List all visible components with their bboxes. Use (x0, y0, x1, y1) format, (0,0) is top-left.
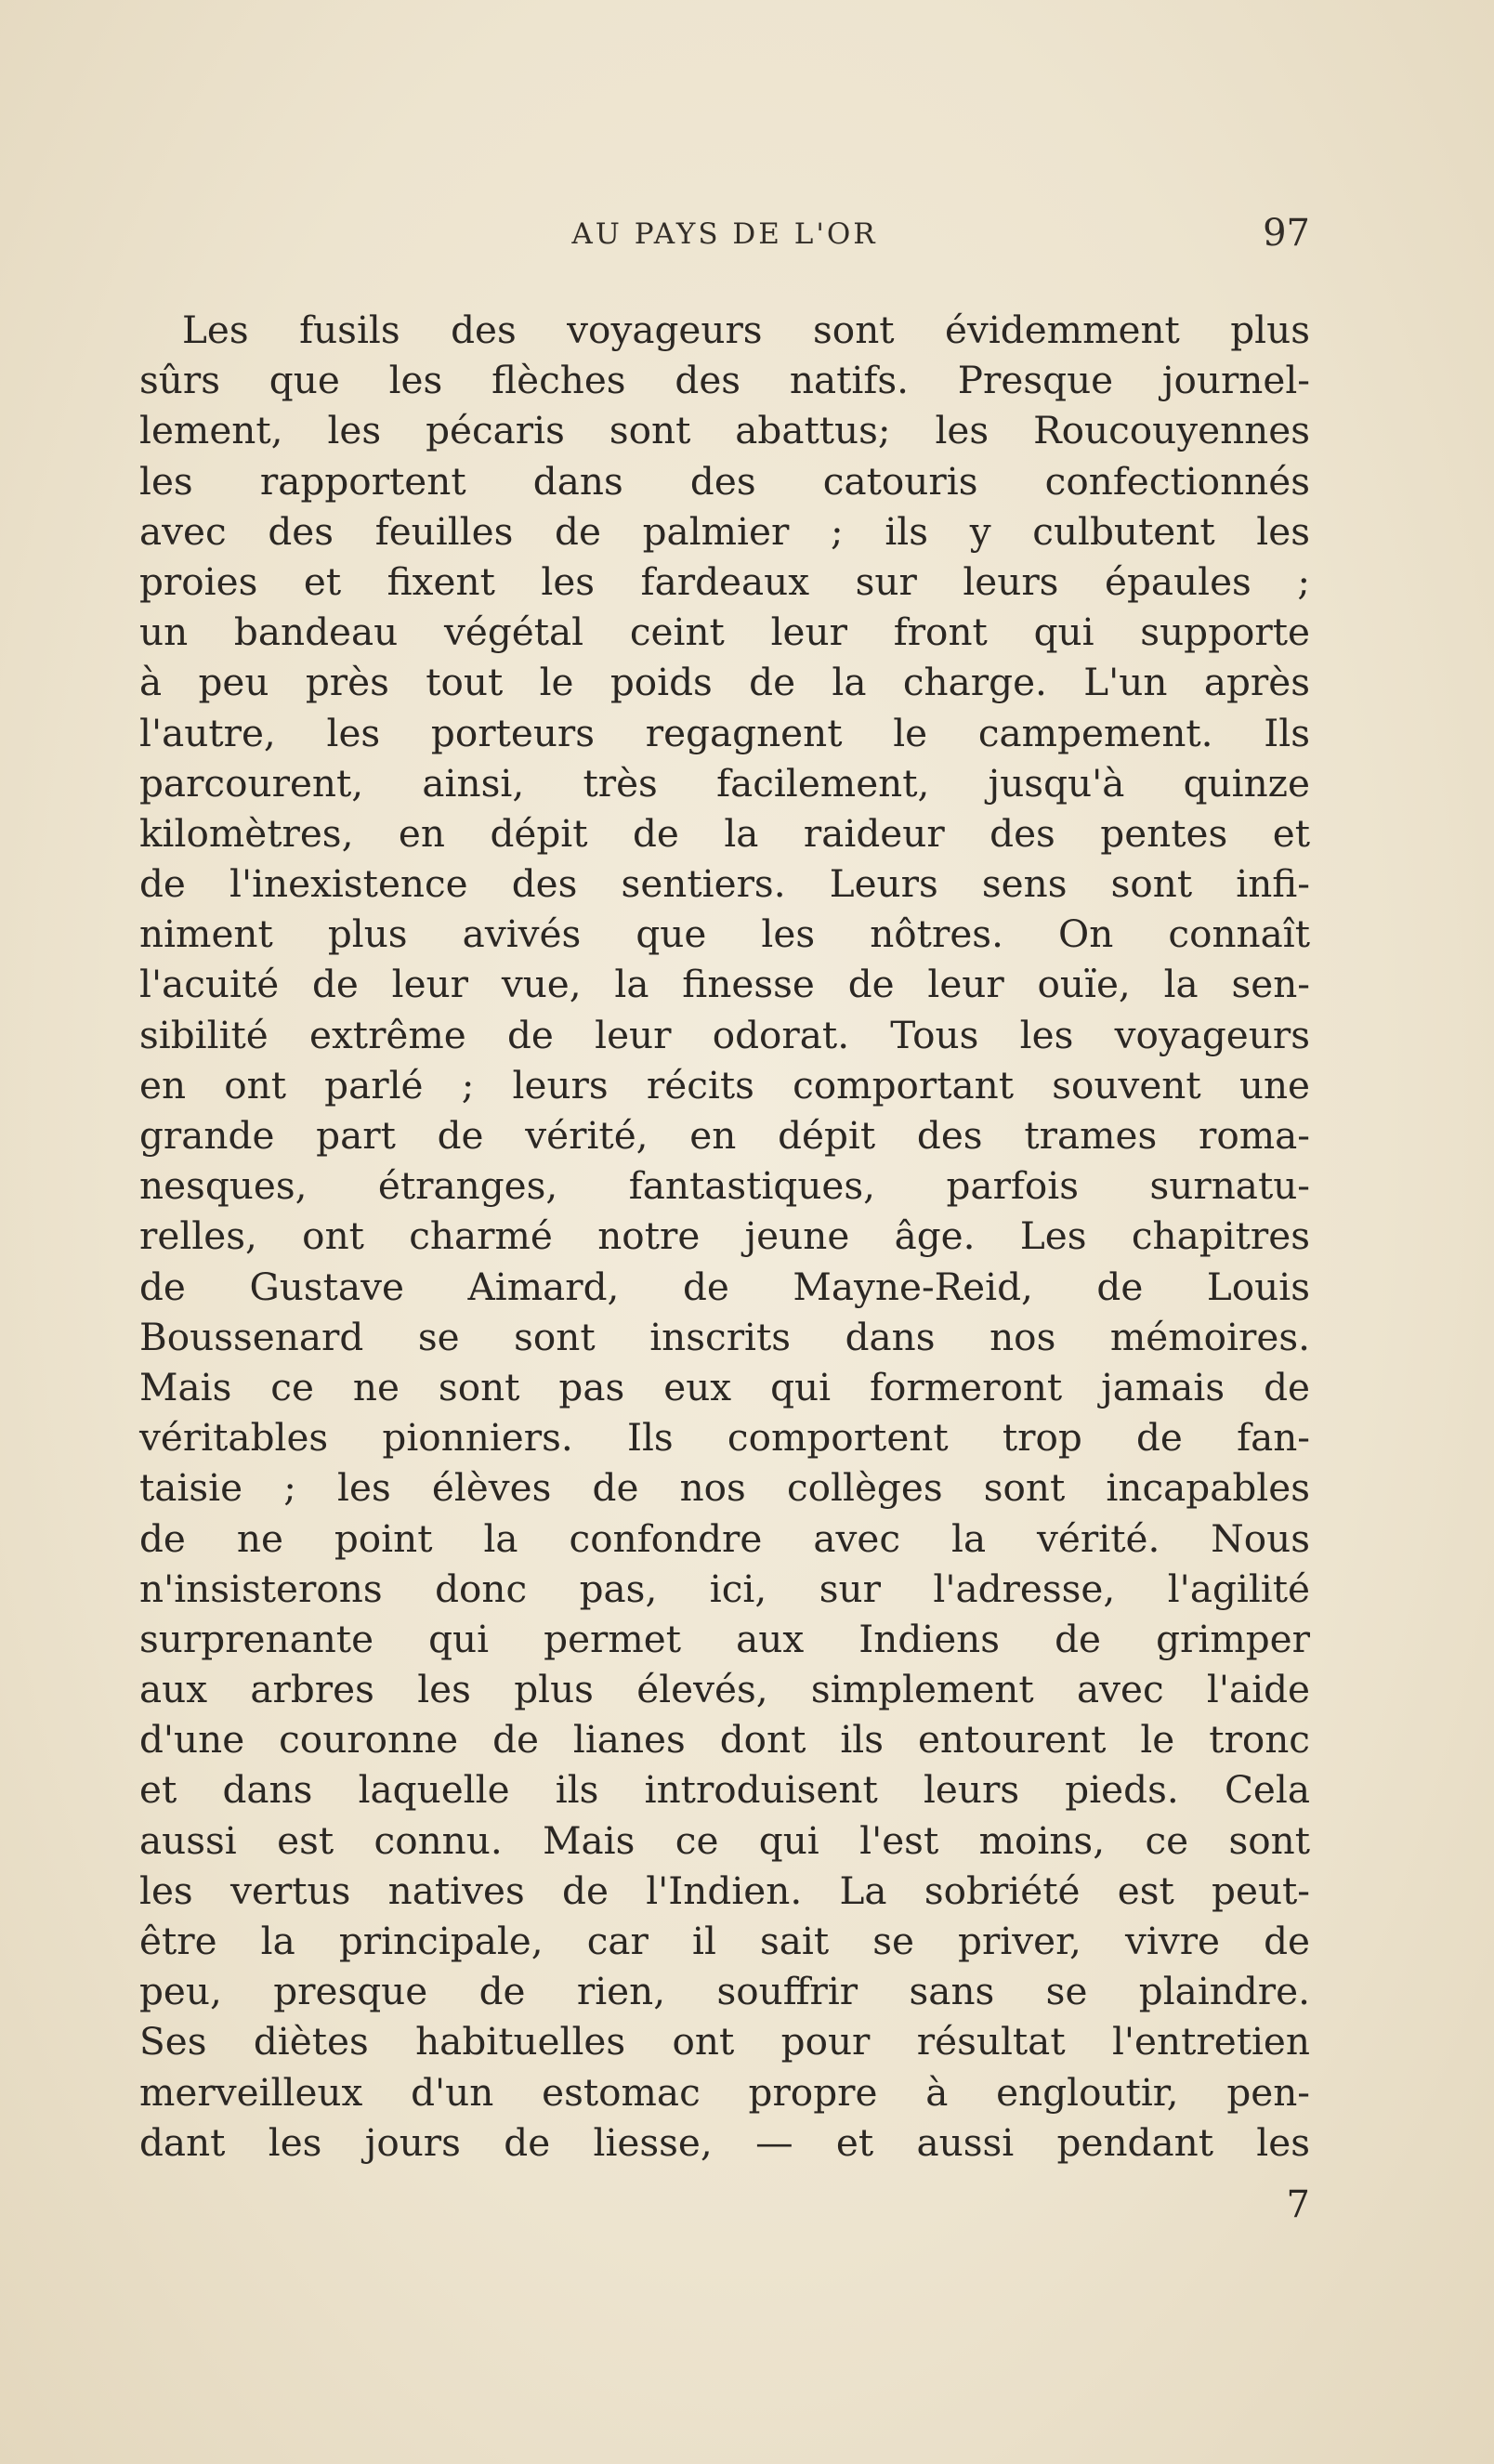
text-line: sûrs que les flèches des natifs. Presque journel- (139, 358, 1310, 403)
text-line: parcourent, ainsi, très facilement, jusqu'à quinze (139, 760, 1310, 806)
text-line: lement, les pécaris sont abattus; les Roucouyennes (139, 408, 1310, 453)
text-line: niment plus avivés que les nôtres. On connaît (139, 911, 1310, 957)
text-line: proies et fixent les fardeaux sur leurs épaules ; (139, 558, 1310, 604)
text-line: et dans laquelle ils introduisent leurs pieds. Cela (139, 1767, 1310, 1813)
text-line: aussi est connu. Mais ce qui l'est moins, ce sont (139, 1817, 1310, 1863)
text-line: grande part de vérité, en dépit des trames roma- (139, 1113, 1310, 1158)
text-line: peu, presque de rien, souffrir sans se plaindre. (139, 1969, 1310, 2014)
running-head (139, 212, 1310, 258)
text-line: Ses diètes habituelles ont pour résultat l'entretien (139, 2019, 1310, 2064)
page-number: 97 (1263, 212, 1310, 255)
text-line: nesques, étranges, fantastiques, parfois surnatu- (139, 1163, 1310, 1209)
text-line: Mais ce ne sont pas eux qui formeront jamais de (139, 1364, 1310, 1409)
text-line: merveilleux d'un estomac propre à engloutir, pen- (139, 2069, 1310, 2115)
text-line: de l'inexistence des sentiers. Leurs sens sont infi- (139, 861, 1310, 907)
text-line: les vertus natives de l'Indien. La sobriété est peut- (139, 1868, 1310, 1913)
signature-mark: 7 (1286, 2183, 1310, 2226)
text-line: avec des feuilles de palmier ; ils y culbutent les (139, 508, 1310, 554)
body-text (139, 305, 1310, 2168)
text-line: d'une couronne de lianes dont ils entourent le tronc (139, 1717, 1310, 1763)
text-line: en ont parlé ; leurs récits comportant souvent une (139, 1062, 1310, 1107)
text-line: n'insisterons donc pas, ici, sur l'adresse, l'agilité (139, 1566, 1310, 1611)
text-line: taisie ; les élèves de nos collèges sont incapables (139, 1465, 1310, 1511)
text-line: aux arbres les plus élevés, simplement avec l'aide (139, 1667, 1310, 1712)
text-line: être la principale, car il sait se priver, vivre de (139, 1919, 1310, 1963)
text-line: dant les jours de liesse, — et aussi pendant les (139, 2119, 1310, 2165)
text-line: surprenante qui permet aux Indiens de grimper (139, 1616, 1310, 1661)
text-line: l'acuité de leur vue, la finesse de leur ouïe, la sen- (139, 962, 1310, 1007)
text-line: l'autre, les porteurs regagnent le campement. Ils (139, 710, 1310, 755)
running-title: AU PAYS DE L'OR (571, 217, 878, 251)
text-line: kilomètres, en dépit de la raideur des pentes et (139, 810, 1310, 856)
text-line: véritables pionniers. Ils comportent trop de fan- (139, 1415, 1310, 1461)
text-line: de ne point la confondre avec la vérité. Nous (139, 1515, 1310, 1561)
text-line: relles, ont charmé notre jeune âge. Les chapitres (139, 1213, 1310, 1259)
text-line: de Gustave Aimard, de Mayne-Reid, de Louis (139, 1264, 1310, 1309)
text-line: un bandeau végétal ceint leur front qui supporte (139, 609, 1310, 655)
text-line: Boussenard se sont inscrits dans nos mémoires. (139, 1314, 1310, 1359)
text-line: sibilité extrême de leur odorat. Tous les voyageurs (139, 1012, 1310, 1057)
text-line: Les fusils des voyageurs sont évidemment plus (182, 308, 1310, 352)
text-line: les rapportent dans des catouris confectionnés (139, 458, 1310, 504)
text-line: à peu près tout le poids de la charge. L'un après (139, 660, 1310, 705)
